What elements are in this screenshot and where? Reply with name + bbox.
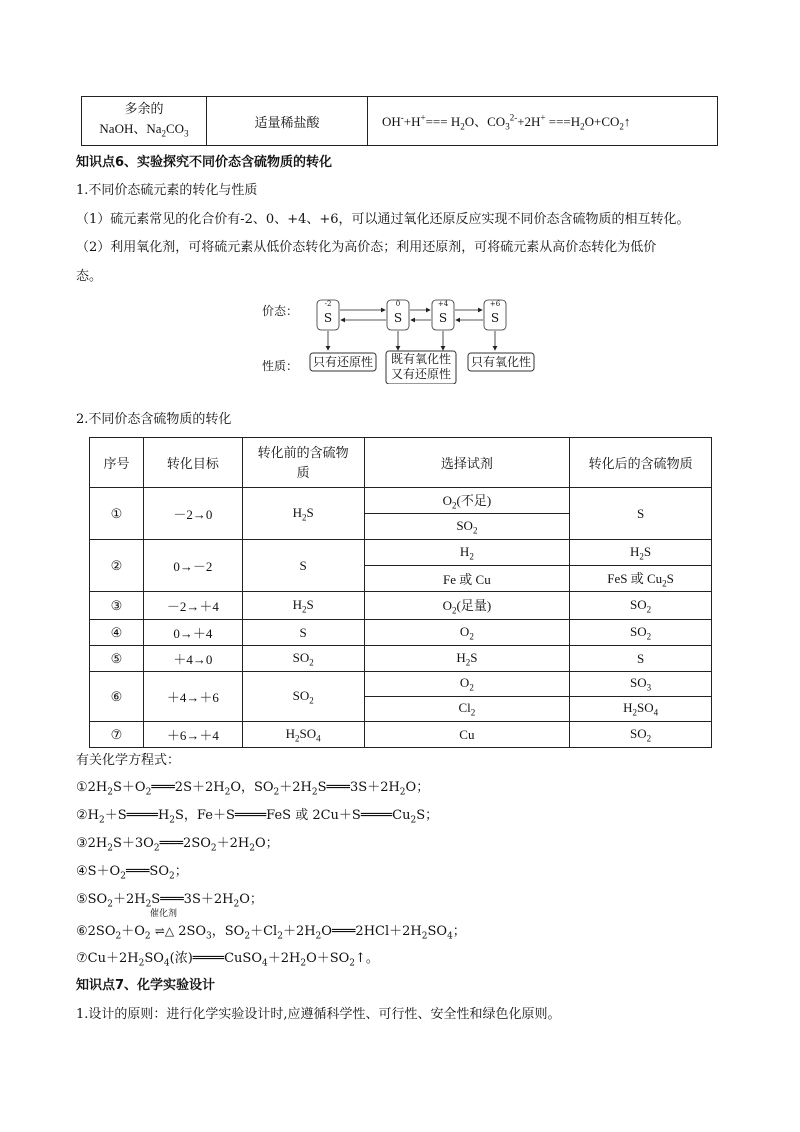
eq-part: OH xyxy=(382,113,401,129)
row2-reagent-b: Fe 或 Cu xyxy=(364,566,570,592)
row1-reagent-a: $O_2$(不足) xyxy=(364,488,570,514)
top-table-cell-1 xyxy=(82,97,207,146)
transformation-table xyxy=(89,437,712,748)
valence-label-2: 0 xyxy=(395,300,401,308)
top-table xyxy=(81,96,718,146)
row6-no: ⑥ xyxy=(90,672,144,722)
row7-target: ＋6→＋4 xyxy=(143,722,242,748)
top-cell-line1: 多余的 xyxy=(124,100,164,116)
table-header-row xyxy=(90,438,712,488)
row3-after: $SO_2$ xyxy=(570,592,712,620)
row5-reagent: $H_2S$ xyxy=(364,646,570,672)
row4-reagent: $O_2$ xyxy=(364,620,570,646)
valence-label-1: -2 xyxy=(324,300,332,308)
table-row xyxy=(90,540,712,566)
kp7-p1: 1.设计的原则：进行化学实验设计时,应遵循科学性、可行性、安全性和绿色化原则。 xyxy=(76,1007,561,1022)
row2-no: ② xyxy=(90,540,144,592)
equations-intro: 有关化学方程式： xyxy=(76,753,181,768)
eq-part: O、CO xyxy=(464,113,506,129)
equation-1: $①2H_2S+O_2═══2S+2H_2O$，$SO_2+2H_2S═══3S+2H_2O$； xyxy=(76,780,430,798)
equation-5: $⑤SO_2+2H_2S═══3S+2H_2O$； xyxy=(76,892,263,910)
row3-before: $H_2S$ xyxy=(242,592,364,620)
row2-target: 0→－2 xyxy=(143,540,242,592)
eq-part: ↑ xyxy=(623,113,631,129)
row5-target: ＋4→0 xyxy=(143,646,242,672)
eq-part: === H xyxy=(425,113,461,129)
header-before xyxy=(242,438,364,488)
sec2-title: 2.不同价态含硫物质的转化 xyxy=(76,412,232,427)
eq-part: O+CO xyxy=(584,113,620,129)
sulfur-symbol-4: S xyxy=(490,311,500,325)
row2-before: S xyxy=(242,540,364,592)
row2-after-a: $H_2S$ xyxy=(570,540,712,566)
row3-target: －2→＋4 xyxy=(143,592,242,620)
row4-target: 0→＋4 xyxy=(143,620,242,646)
catalyst-label: 催化剂 xyxy=(150,909,178,919)
row6-before: $SO_2$ xyxy=(242,672,364,722)
header-before-line2: 质 xyxy=(296,464,310,480)
top-cell-sub2: 3 xyxy=(184,128,189,139)
header-no: 序号 xyxy=(90,438,144,488)
row5-no: ⑤ xyxy=(90,646,144,672)
kp7-title: 知识点7、化学实验设计 xyxy=(76,978,216,993)
eq-part: 2 xyxy=(460,121,465,132)
sulfur-valence-diagram xyxy=(262,298,542,384)
property-only-reducing: 只有还原性 xyxy=(312,355,373,369)
sulfur-symbol-2: S xyxy=(393,311,403,325)
top-cell-line2b: CO xyxy=(166,120,185,136)
table-row xyxy=(90,620,712,646)
row3-reagent: $O_2$(足量) xyxy=(364,592,570,620)
table-row xyxy=(90,672,712,697)
eq-part: +2H xyxy=(517,113,541,129)
kp6-p2a: （2）利用氧化剂，可将硫元素从低价态转化为高价态；利用还原剂，可将硫元素从高价态转化为低价 xyxy=(76,240,657,255)
row6-reagent-a: $O_2$ xyxy=(364,672,570,697)
equation-4: $④S+O_2═══SO_2$； xyxy=(76,864,188,882)
eq-part: + xyxy=(420,112,426,123)
equation-6: $⑥2SO_2+O_2$ ⇌△ $2SO_3$，$SO_2+Cl_2+2H_2O═══2HCl+2H_2SO_4$； xyxy=(76,924,466,942)
row3-no: ③ xyxy=(90,592,144,620)
sulfur-symbol-3: S xyxy=(438,311,448,325)
row7-after: $SO_2$ xyxy=(570,722,712,748)
header-before-line1: 转化前的含硫物 xyxy=(257,444,349,460)
header-reagent: 选择试剂 xyxy=(364,438,570,488)
property-both-line1: 既有氧化性 xyxy=(390,352,451,366)
top-cell-line2a: NaOH、Na xyxy=(99,120,162,136)
equation-2: $②H_2+S════H_2S$，Fe＋S════FeS 或 $2Cu+S════Cu_2S$； xyxy=(76,808,439,826)
kp6-p1: （1）硫元素常见的化合价有-2、0、+4、+6，可以通过氧化还原反应实现不同价态含硫物质的相互转化。 xyxy=(76,212,690,227)
row4-before: S xyxy=(242,620,364,646)
top-table-cell-3 xyxy=(368,97,718,146)
table-row xyxy=(90,722,712,748)
row7-no: ⑦ xyxy=(90,722,144,748)
eq-part: 2- xyxy=(509,112,518,123)
eq-part: + xyxy=(540,112,546,123)
row6-target: ＋4→＋6 xyxy=(143,672,242,722)
diagram-valence-label: 价态： xyxy=(262,304,299,318)
top-cell-sub1: 2 xyxy=(161,128,167,139)
row1-no: ① xyxy=(90,488,144,540)
equation-3: $③2H_2S+3O_2═══2SO_2+2H_2O$； xyxy=(76,836,279,854)
row6-after-a: $SO_3$ xyxy=(570,672,712,697)
eq-part: +H xyxy=(403,113,421,129)
row2-reagent-a: $H_2$ xyxy=(364,540,570,566)
eq-part: 3 xyxy=(505,121,510,132)
row2-after-b: FeS 或 $Cu_2S$ xyxy=(570,566,712,592)
row5-after: S xyxy=(570,646,712,672)
row1-reagent-b: $SO_2$ xyxy=(364,514,570,540)
table-row xyxy=(90,592,712,620)
kp6-p2b: 态。 xyxy=(76,269,103,284)
table-row xyxy=(90,646,712,672)
eq-part: 2 xyxy=(580,121,585,132)
table-row xyxy=(90,488,712,514)
row4-no: ④ xyxy=(90,620,144,646)
row7-reagent: Cu xyxy=(364,722,570,748)
header-target: 转化目标 xyxy=(143,438,242,488)
valence-label-4: +6 xyxy=(489,300,501,308)
eq-part: 2 xyxy=(619,121,624,132)
row4-after: $SO_2$ xyxy=(570,620,712,646)
row6-after-b: $H_2SO_4$ xyxy=(570,697,712,722)
eq-part: ===H xyxy=(545,113,581,129)
property-both-line2: 又有还原性 xyxy=(390,367,451,381)
property-only-oxidizing: 只有氧化性 xyxy=(470,355,531,369)
diagram-property-label: 性质： xyxy=(262,359,299,373)
equation-7: $⑦Cu+2H_2SO_4$(浓)$════CuSO_4+2H_2O+SO_2↑$。 xyxy=(76,951,379,969)
row1-before: $H_2S$ xyxy=(242,488,364,540)
kp6-title: 知识点6、实验探究不同价态含硫物质的转化 xyxy=(76,155,333,170)
row7-before: $H_2SO_4$ xyxy=(242,722,364,748)
valence-label-3: +4 xyxy=(437,300,449,308)
kp6-sub1: 1.不同价态硫元素的转化与性质 xyxy=(76,183,258,198)
sulfur-symbol-1: S xyxy=(323,311,333,325)
row1-target: －2→0 xyxy=(143,488,242,540)
row5-before: $SO_2$ xyxy=(242,646,364,672)
eq-part: - xyxy=(400,112,404,123)
header-after: 转化后的含硫物质 xyxy=(570,438,712,488)
row6-reagent-b: $Cl_2$ xyxy=(364,697,570,722)
row1-after: S xyxy=(570,488,712,540)
top-table-cell-2: 适量稀盐酸 xyxy=(207,97,368,146)
